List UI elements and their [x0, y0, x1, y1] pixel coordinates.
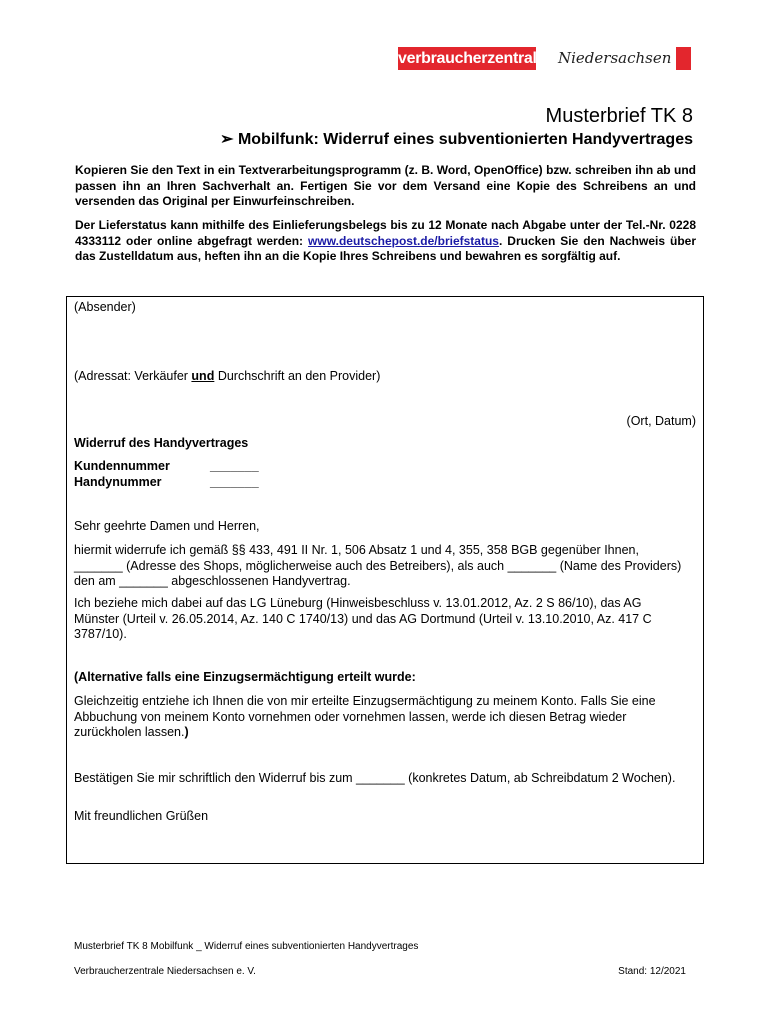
- confirmation-request: Bestätigen Sie mir schriftlich den Widerruf bis zum _______ (konkretes Datum, ab Schreibdatum 2 Wochen).: [74, 771, 676, 785]
- briefstatus-link[interactable]: www.deutschepost.de/briefstatus: [308, 233, 499, 248]
- footer-doc-title: Musterbrief TK 8 Mobilfunk _ Widerruf eines subventionierten Handyvertrages: [74, 941, 419, 952]
- closing: Mit freundlichen Grüßen: [74, 809, 209, 823]
- addressee-placeholder: [74, 369, 380, 385]
- intro-paragraph-2: [75, 218, 696, 265]
- intro-paragraph-1: Kopieren Sie den Text in ein Textverarbeitungsprogramm (z. B. Word, OpenOffice) bzw. schreiben ihn ab und passen ihn an Ihren Sachverhalt an. Fertigen Sie vor dem Versand eine Kopie des Schreibens an und versenden das Original per Einwurfeinschreiben.: [75, 163, 696, 208]
- customer-number-label: Kundennummer: [74, 459, 170, 473]
- alternative-heading: (Alternative falls eine Einzugsermächtigung erteilt wurde:: [74, 670, 416, 684]
- case-law-paragraph: Ich beziehe mich dabei auf das LG Lüneburg (Hinweisbeschluss v. 13.01.2012, Az. 2 S 86/10), das AG Münster (Urteil v. 26.05.2014, Az. 140 C 1740/13) und das AG Dortmund (Urteil v. 13.10.2010, Az. 417 C 3787/10).: [74, 596, 652, 641]
- region-name: Niedersachsen: [558, 49, 672, 67]
- brand-logo: verbraucherzentrale: [398, 47, 536, 70]
- letter-template-box: [66, 296, 704, 864]
- page-title: Musterbrief TK 8: [545, 105, 693, 127]
- customer-number-blank: _______: [210, 459, 259, 473]
- alternative-text: [74, 694, 689, 741]
- alternative-close: ): [184, 725, 189, 739]
- page-subtitle: ➢ Mobilfunk: Widerruf eines subventionierten Handyvertrages: [220, 131, 693, 148]
- intro-text-after-link: . Drucken Sie den Nachweis über das Zustelldatum aus, heften ihn an die Kopie Ihres Schreibens und bewahren es sorgfältig auf.: [75, 233, 696, 263]
- footer-stand: Stand: 12/2021: [618, 966, 686, 977]
- addressee-emphasis: und: [191, 369, 215, 383]
- addressee-text-end: Durchschrift an den Provider): [214, 369, 381, 383]
- brand-square-icon: [676, 47, 691, 70]
- phone-number-blank: _______: [210, 475, 259, 489]
- intro-text-before-link: Der Lieferstatus kann mithilfe des Einlieferungsbelegs bis zu 12 Monate nach Abgabe unter der Tel.-Nr. 0228 4333112 oder online abgefragt werden:: [75, 218, 696, 248]
- phone-number-label: Handynummer: [74, 475, 162, 489]
- salutation: Sehr geehrte Damen und Herren,: [74, 519, 260, 533]
- addressee-text: (Adressat: Verkäufer: [74, 369, 192, 383]
- revocation-paragraph: hiermit widerrufe ich gemäß §§ 433, 491 II Nr. 1, 506 Absatz 1 und 4, 355, 358 BGB gegenüber Ihnen, _______ (Adresse des Shops, möglicherweise auch des Betreibers), als auch _______ (Name des Providers) den am _______ abgeschlossenen Handyvertrag.: [74, 543, 682, 588]
- alternative-body: Gleichzeitig entziehe ich Ihnen die von mir erteilte Einzugsermächtigung zu meinem Konto. Falls Sie eine Abbuchung von meinem Konto vornehmen oder vornehmen lassen, werde ich diesen Betrag wieder zurückholen lassen.: [74, 694, 656, 739]
- footer-organization: Verbraucherzentrale Niedersachsen e. V.: [74, 966, 256, 977]
- letter-subject: Widerruf des Handyvertrages: [74, 436, 249, 450]
- sender-placeholder: (Absender): [74, 300, 136, 314]
- place-date-placeholder: (Ort, Datum): [626, 414, 696, 428]
